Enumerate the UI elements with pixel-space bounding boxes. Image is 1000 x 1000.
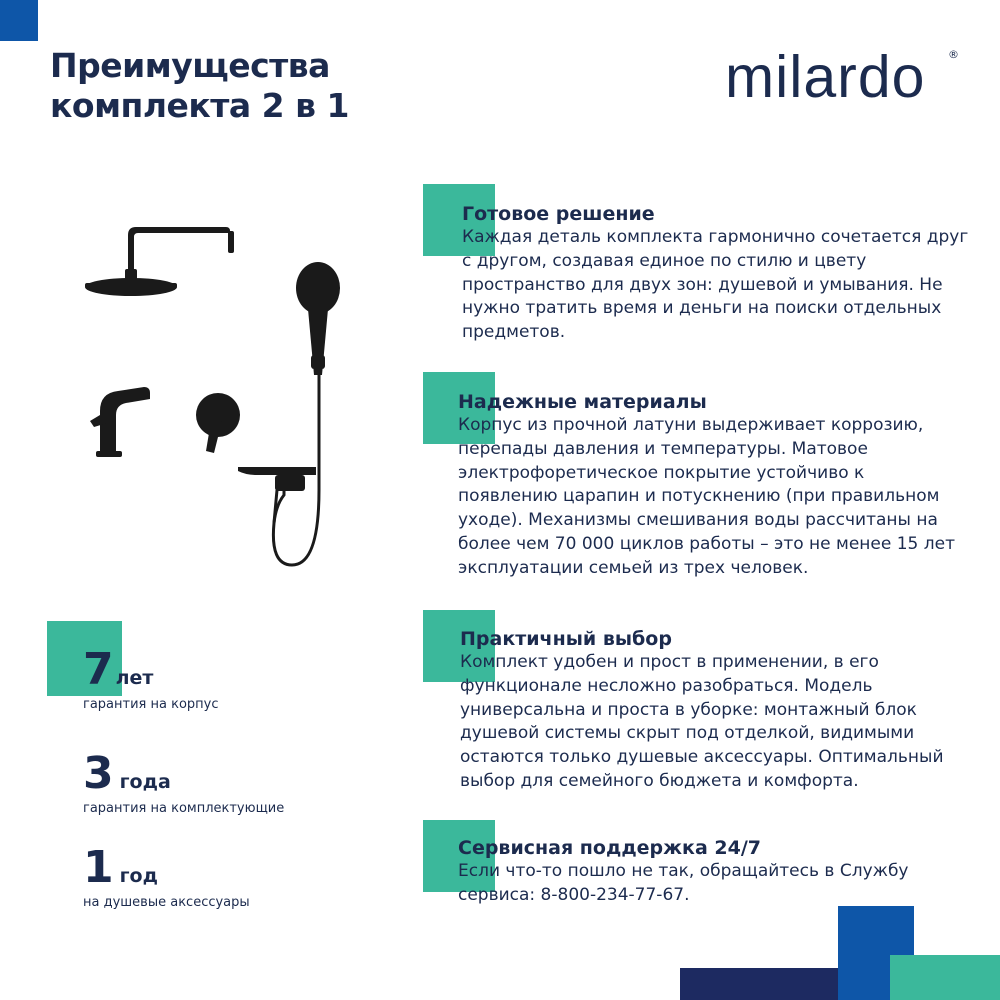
- stat-unit: лет: [115, 667, 154, 689]
- feature-title: Надежные материалы: [458, 391, 707, 413]
- basin-faucet-icon: [90, 387, 150, 457]
- product-illustration: [70, 205, 380, 595]
- stat-description: гарантия на комплектующие: [83, 801, 285, 816]
- shower-mixer-icon: [196, 393, 240, 453]
- stat-warranty-parts: [83, 750, 284, 818]
- hand-shower-icon: [273, 262, 340, 565]
- stat-warranty-body: [83, 646, 218, 714]
- stat-description: на душевые аксессуары: [83, 895, 250, 910]
- stat-number: 1: [83, 842, 114, 893]
- feature-text: Если что-то пошло не так, обращайтесь в Службу сервиса: 8-800-234-77-67.: [458, 861, 909, 905]
- feature-service-support: [420, 820, 980, 908]
- stat-description: гарантия на корпус: [83, 697, 219, 712]
- feature-ready-solution: [420, 184, 980, 345]
- registered-mark: ®: [948, 48, 959, 61]
- brand-logo: milardo: [725, 44, 926, 110]
- feature-title: Практичный выбор: [460, 628, 672, 650]
- feature-text: Комплект удобен и прост в применении, в его функционале несложно разобраться. Модель универсальна и проста в уборке: монтажный блок душевой системы скрыт под отделкой, видимыми остаются только душевые аксессуары. Оптимальный выбор для семейного бюджета и комфорта.: [460, 652, 944, 791]
- rain-shower-head-icon: [85, 227, 234, 296]
- feature-title: Сервисная поддержка 24/7: [458, 837, 761, 859]
- stat-warranty-accessories: [83, 844, 250, 912]
- shower-shelf-icon: [238, 467, 316, 491]
- feature-text: Каждая деталь комплекта гармонично сочетается друг с другом, создавая единое по стилю и цвету пространство для двух зон: душевой и умывания. Не нужно тратить время и деньги на поиски отдельных предметов.: [462, 227, 969, 343]
- stat-unit: год: [119, 865, 158, 887]
- decoration-teal-block: [890, 955, 1000, 1000]
- feature-practical-choice: [420, 610, 980, 794]
- stat-number: 3: [83, 748, 114, 799]
- feature-title: Готовое решение: [462, 203, 655, 225]
- feature-text: Корпус из прочной латуни выдерживает коррозию, перепады давления и температуры. Матовое электрофоретическое покрытие устойчиво к появлению царапин и потускнению (при правильном уходе). Механизмы смешивания воды рассчитаны на более чем 70 000 циклов работы – это не менее 15 лет эксплуатации семьей из трех человек.: [458, 415, 955, 578]
- stat-unit: года: [119, 771, 171, 793]
- stat-number: 7: [83, 644, 114, 695]
- corner-decoration: [0, 0, 38, 41]
- page-title-line-2: комплекта 2 в 1: [50, 86, 349, 125]
- feature-reliable-materials: [420, 372, 980, 581]
- page-title: [50, 46, 349, 126]
- page-title-line-1: Преимущества: [50, 46, 330, 85]
